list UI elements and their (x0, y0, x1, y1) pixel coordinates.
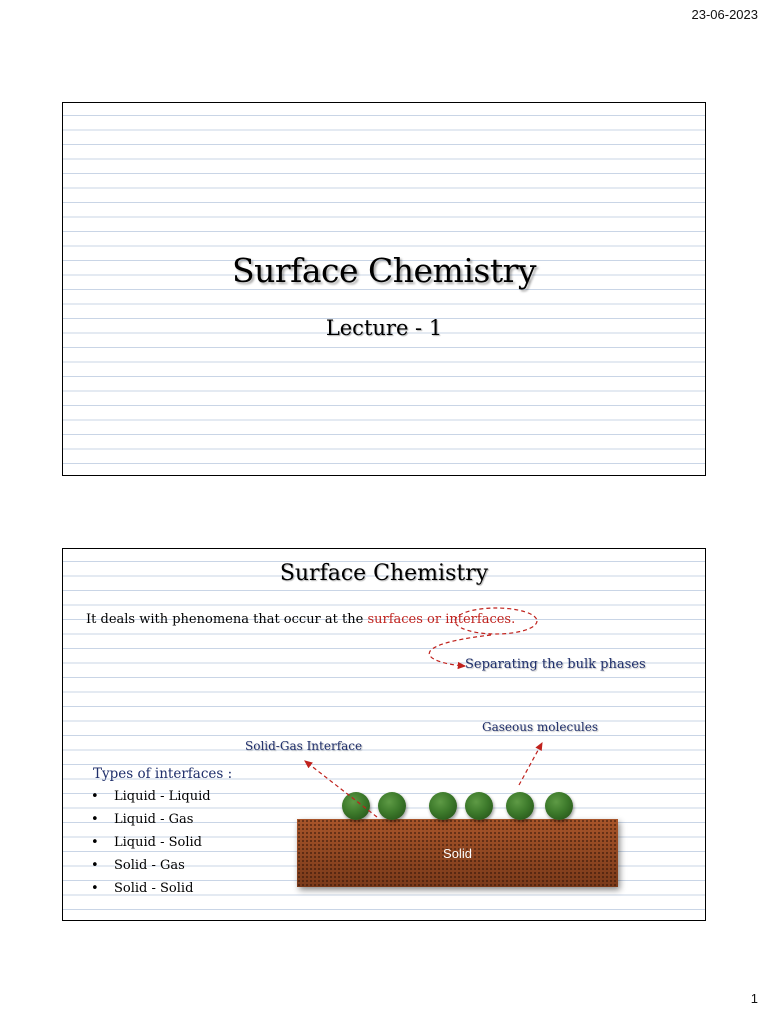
gas-molecule (465, 792, 493, 820)
gas-molecule (342, 792, 370, 820)
list-item: • Liquid - Gas (91, 812, 211, 835)
types-heading: Types of interfaces : (93, 766, 233, 782)
slide-1 (62, 102, 706, 476)
slide-2-title: Surface Chemistry (279, 561, 489, 586)
separating-note: Separating the bulk phases (465, 657, 646, 672)
slide-1-subtitle: Lecture - 1 (325, 316, 443, 340)
list-item: • Solid - Gas (91, 858, 211, 881)
gas-molecule (429, 792, 457, 820)
slide-1-title: Surface Chemistry (231, 251, 537, 290)
list-item: • Liquid - Solid (91, 835, 211, 858)
slide-2 (62, 548, 706, 921)
gaseous-arrow (519, 743, 542, 785)
types-list (91, 789, 211, 904)
solid-block (297, 819, 618, 887)
gas-molecule (506, 792, 534, 820)
solid-label: Solid (443, 846, 472, 861)
gaseous-molecules-label: Gaseous molecules (482, 720, 599, 734)
gas-molecule (545, 792, 573, 820)
definition-text (86, 612, 515, 627)
document-date: 23-06-2023 (691, 7, 758, 22)
definition-prefix: It deals with phenomena that occur at the (86, 612, 368, 627)
page-number: 1 (750, 991, 758, 1006)
solid-gas-interface-label: Solid-Gas Interface (245, 739, 363, 753)
highlight-surfaces: surfaces or (367, 612, 446, 627)
list-item: • Liquid - Liquid (91, 789, 211, 812)
highlight-interfaces: interfaces. (445, 612, 516, 627)
gas-molecule (378, 792, 406, 820)
list-item: • Solid - Solid (91, 881, 211, 904)
